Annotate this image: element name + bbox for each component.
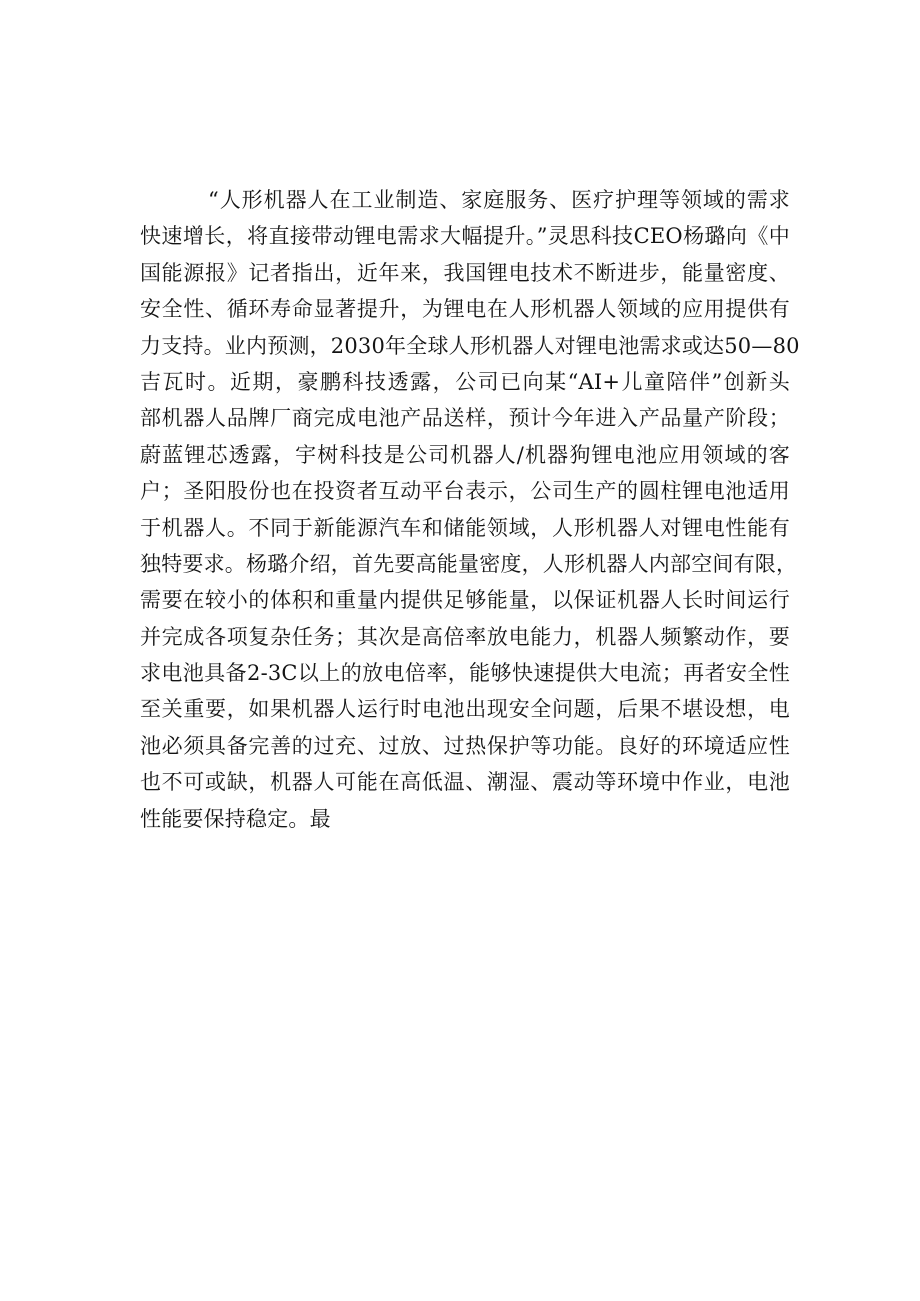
paragraph-line: 独特要求。杨璐介绍，首先要高能量密度，人形机器人内部空间有限， [140,551,798,576]
paragraph-line: 至关重要，如果机器人运行时电池出现安全问题，后果不堪设想，电 [140,697,790,722]
paragraph-line: 也不可或缺，机器人可能在高低温、潮湿、震动等环境中作业，电池 [140,770,790,795]
paragraph-line: 户；圣阳股份也在投资者互动平台表示，公司生产的圆柱锂电池适用 [140,479,790,504]
paragraph-line: “人形机器人在工业制造、家庭服务、医疗护理等领域的需求 [208,188,790,212]
paragraph-line: 需要在较小的体积和重量内提供足够能量，以保证机器人长时间运行 [140,588,790,613]
paragraph-line: 部机器人品牌厂商完成电池产品送样，预计今年进入产品量产阶段； [140,406,790,431]
paragraph-line: 池必须具备完善的过充、过放、过热保护等功能。良好的环境适应性 [140,733,790,758]
paragraph-line: 国能源报》记者指出，近年来，我国锂电技术不断进步，能量密度、 [140,260,790,285]
paragraph-line: 于机器人。不同于新能源汽车和储能领域，人形机器人对锂电性能有 [140,515,790,540]
paragraph-line: 并完成各项复杂任务；其次是高倍率放电能力，机器人频繁动作，要 [140,624,790,649]
paragraph-line: 性能要保持稳定。最 [140,806,331,831]
article-paragraph [140,182,800,837]
paragraph-line: 力支持。业内预测，2030年全球人形机器人对锂电池需求或达50—80 [140,333,800,358]
paragraph-line: 快速增长，将直接带动锂电需求大幅提升。”灵思科技CEO杨璐向《中 [140,224,790,249]
paragraph-line: 安全性、循环寿命显著提升，为锂电在人形机器人领域的应用提供有 [140,297,790,322]
paragraph-line: 求电池具备2-3C以上的放电倍率，能够快速提供大电流；再者安全性 [140,661,790,686]
paragraph-line: 蔚蓝锂芯透露，宇树科技是公司机器人/机器狗锂电池应用领域的客 [140,442,790,467]
paragraph-line: 吉瓦时。近期，豪鹏科技透露，公司已向某“AI+儿童陪伴”创新头 [140,369,790,394]
